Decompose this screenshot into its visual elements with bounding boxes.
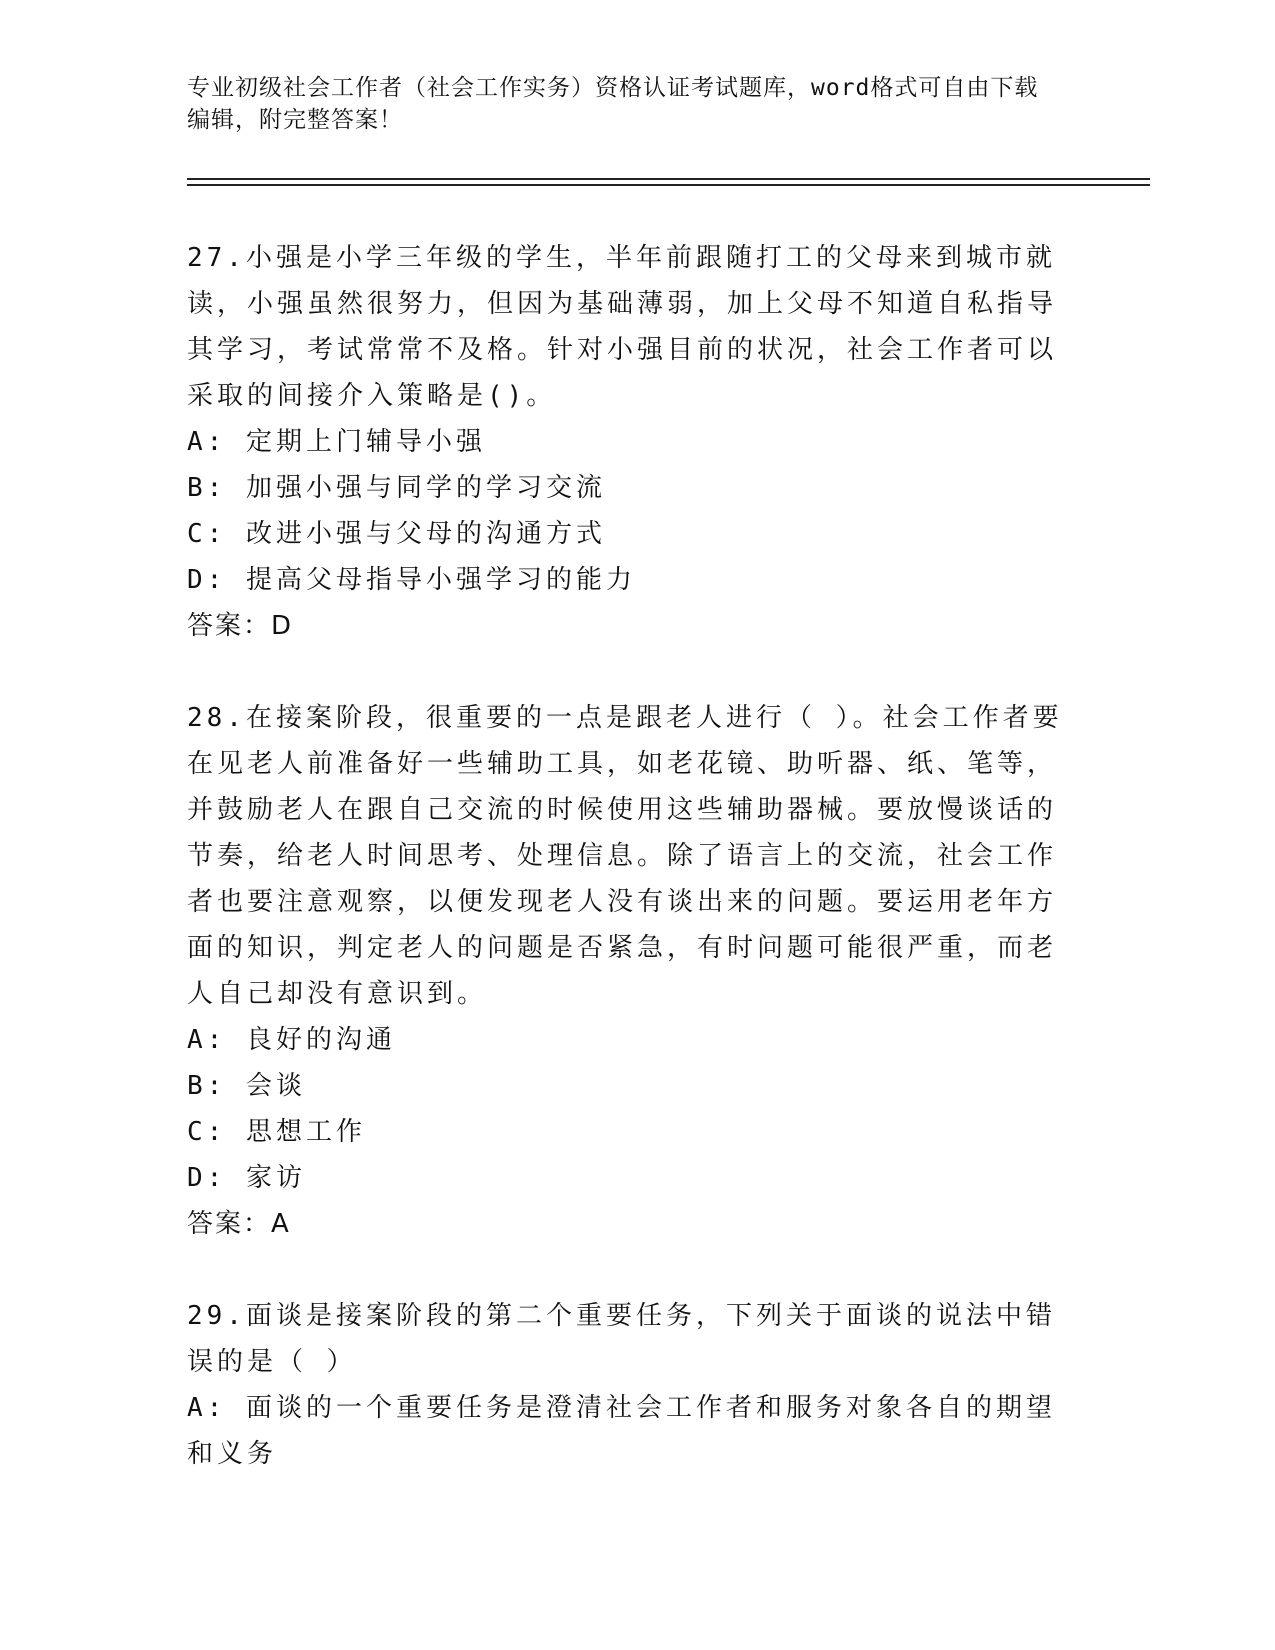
- option-d: D: 提高父母指导小强学习的能力: [187, 565, 636, 595]
- option-c: C: 思想工作: [187, 1117, 366, 1147]
- question-29: [187, 1293, 1067, 1477]
- option-a: A: 定期上门辅导小强: [187, 427, 486, 457]
- question-27: [187, 235, 1067, 649]
- page-header: [187, 72, 1087, 136]
- option-c: C: 改进小强与父母的沟通方式: [187, 519, 606, 549]
- option-d: D: 家访: [187, 1163, 306, 1193]
- question-stem: 29.面谈是接案阶段的第二个重要任务，下列关于面谈的说法中错误的是（ ）: [187, 1301, 1056, 1377]
- option-a: A: 良好的沟通: [187, 1025, 396, 1055]
- question-stem: 27.小强是小学三年级的学生，半年前跟随打工的父母来到城市就读，小强虽然很努力，但因为基础薄弱，加上父母不知道自私指导其学习，考试常常不及格。针对小强目前的状况，社会工作者可以采取的间接介入策略是()。: [187, 243, 1058, 411]
- header-divider-bottom: [187, 184, 1150, 186]
- option-b: B: 加强小强与同学的学习交流: [187, 473, 606, 503]
- answer: 答案：A: [187, 1209, 291, 1239]
- answer: 答案：D: [187, 611, 294, 641]
- question-28: [187, 695, 1067, 1247]
- header-line-2: 编辑，附完整答案！: [187, 107, 403, 133]
- question-list: [187, 235, 1067, 1523]
- option-a: A: 面谈的一个重要任务是澄清社会工作者和服务对象各自的期望和义务: [187, 1393, 1056, 1469]
- option-b: B: 会谈: [187, 1071, 306, 1101]
- header-line-1: 专业初级社会工作者（社会工作实务）资格认证考试题库，word格式可自由下载: [187, 75, 1039, 101]
- question-stem: 28.在接案阶段，很重要的一点是跟老人进行（ ）。社会工作者要在见老人前准备好一些辅助工具，如老花镜、助听器、纸、笔等，并鼓励老人在跟自己交流的时候使用这些辅助器械。要放慢谈话的节奏，给老人时间思考、处理信息。除了语言上的交流，社会工作者也要注意观察，以便发现老人没有谈出来的问题。要运用老年方面的知识，判定老人的问题是否紧急，有时问题可能很严重，而老人自己却没有意识到。: [187, 703, 1063, 1009]
- header-divider-top: [187, 178, 1150, 180]
